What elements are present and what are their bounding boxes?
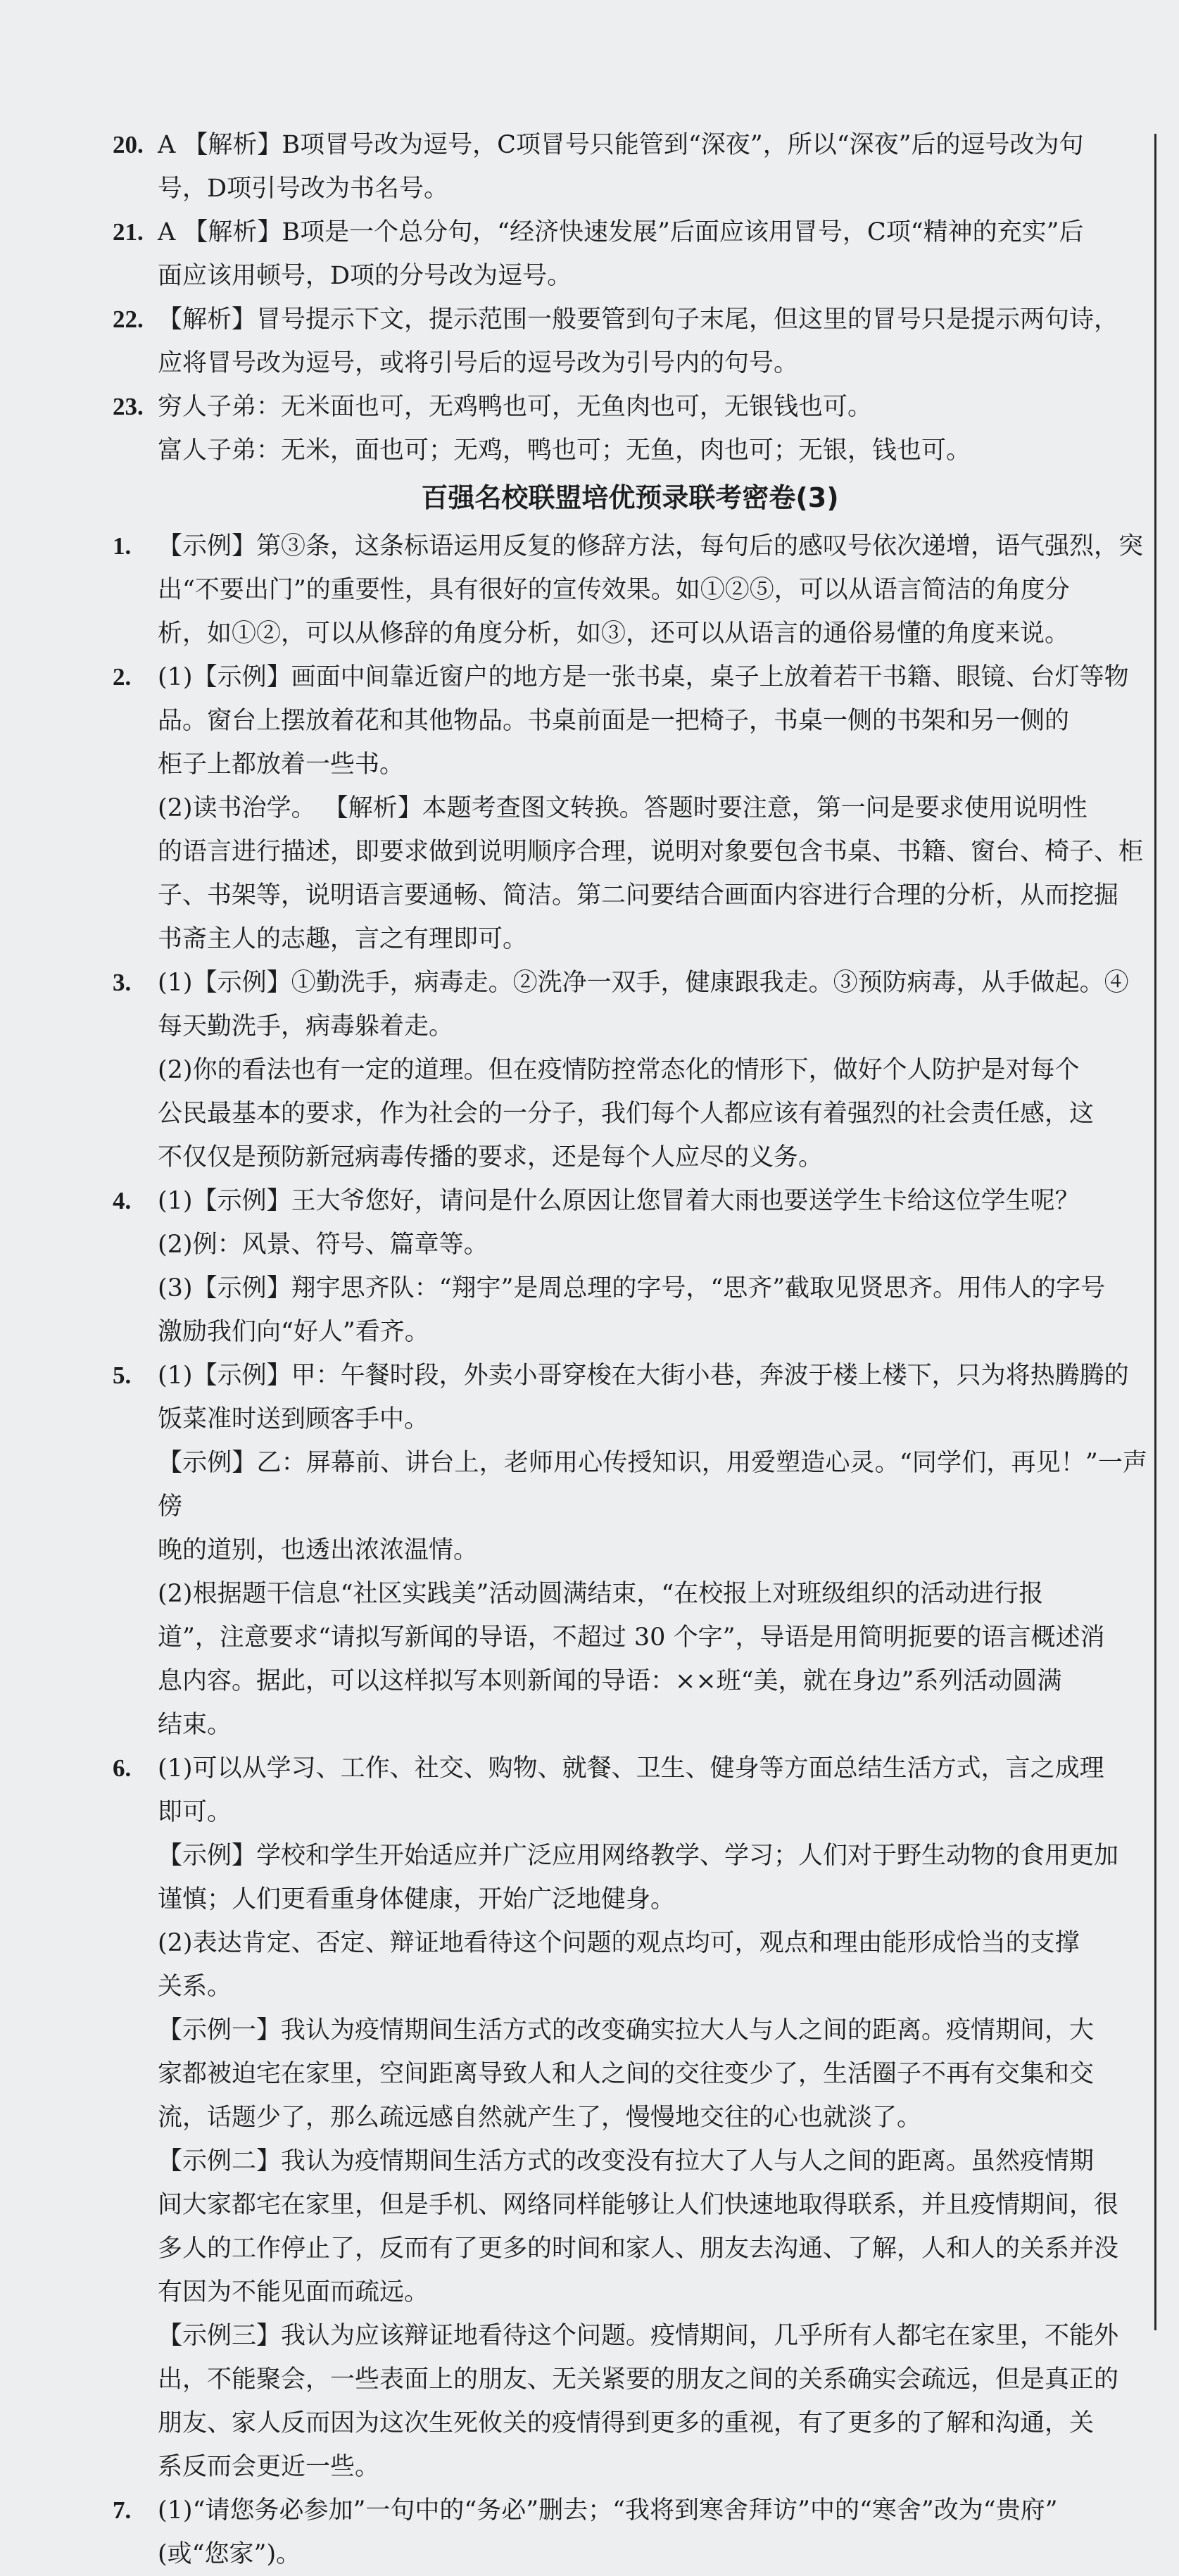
answer-number: 5. (113, 1362, 132, 1389)
answer-line: 品。窗台上摆放着花和其他物品。书桌前面是一把椅子，书桌一侧的书架和另一侧的 (158, 707, 1070, 735)
answer-number: 2. (113, 663, 132, 691)
answer-line: A 【解析】B项是一个总分句，“经济快速发展”后面应该用冒号，C项“精神的充实”后 (158, 218, 1084, 246)
answer-line: 应将冒号改为逗号，或将引号后的逗号改为引号内的句号。 (158, 349, 799, 377)
answer-first-line (113, 211, 1147, 254)
answer-line: (2)根据题干信息“社区实践美”活动圆满结束，“在校报上对班级组织的活动进行报 (158, 1580, 1044, 1608)
answer-number: 6. (113, 1754, 132, 1782)
answer-line: 析，如①②，可以从修辞的角度分析，如③，还可以从语言的通俗易懂的角度来说。 (158, 620, 1070, 648)
answer-line: 晚的道别，也透出浓浓温情。 (158, 1536, 479, 1564)
answer-number: 1. (113, 532, 132, 560)
answer-line: 公民最基本的要求，作为社会的一分子，我们每个人都应该有着强烈的社会责任感，这 (158, 1100, 1095, 1128)
answer-line: 流，话题少了，那么疏远感自然就产生了，慢慢地交往的心也就淡了。 (158, 2104, 922, 2132)
answer-item (113, 524, 1147, 655)
answer-first-line (113, 961, 1147, 1005)
answer-line: 穷人子弟：无米面也可，无鸡鸭也可，无鱼肉也可，无银钱也可。 (158, 393, 873, 421)
answer-first-line (113, 1747, 1147, 1790)
answers-group-previous (113, 123, 1147, 472)
answer-line: 息内容。据此，可以这样拟写本则新闻的导语：××班“美，就在身边”系列活动圆满 (158, 1667, 1062, 1695)
answer-line: 道”，注意要求“请拟写新闻的导语，不超过 30 个字”，导语是用简明扼要的语言概述消 (158, 1623, 1105, 1652)
answer-line: 【示例三】我认为应该辩证地看待这个问题。疫情期间，几乎所有人都宅在家里，不能外 (158, 2322, 1119, 2350)
answer-number: 21. (113, 218, 144, 246)
answer-first-line (113, 298, 1147, 341)
answer-number: 20. (113, 131, 144, 158)
answer-content (113, 123, 1147, 2576)
answer-item (113, 211, 1147, 298)
answer-line: 激励我们向“好人”看齐。 (158, 1318, 429, 1346)
answer-line: 结束。 (158, 1711, 232, 1739)
answer-line: 不仅仅是预防新冠病毒传播的要求，还是每个人应尽的义务。 (158, 1143, 824, 1171)
answer-line: 即可。 (158, 1798, 232, 1826)
answer-first-line (113, 385, 1147, 429)
answer-line: 的语言进行描述，即要求做到说明顺序合理，说明对象要包含书桌、书籍、窗台、椅子、柜 (158, 838, 1144, 866)
answer-line: 出“不要出门”的重要性，具有很好的宣传效果。如①②⑤，可以从语言简洁的角度分 (158, 576, 1070, 604)
answer-line: 家都被迫宅在家里，空间距离导致人和人之间的交往变少了，生活圈子不再有交集和交 (158, 2060, 1095, 2088)
answer-number: 22. (113, 306, 144, 333)
answer-line: 【示例】学校和学生开始适应并广泛应用网络教学、学习；人们对于野生动物的食用更加 (158, 1842, 1119, 1870)
answer-line: (2)你的看法也有一定的道理。但在疫情防控常态化的情形下，做好个人防护是对每个 (158, 1056, 1080, 1084)
answer-line: 谨慎；人们更看重身体健康，开始广泛地健身。 (158, 1885, 676, 1914)
answer-line: 【示例】乙：屏幕前、讲台上，老师用心传授知识，用爱塑造心灵。“同学们，再见！”一声傍 (158, 1449, 1147, 1521)
answer-first-line (113, 524, 1147, 568)
answer-line: (2)表达肯定、否定、辩证地看待这个问题的观点均可，观点和理由能形成恰当的支撑 (158, 1929, 1080, 1957)
answer-line: (1)【示例】王大爷您好，请问是什么原因让您冒着大雨也要送学生卡给这位学生呢？ (158, 1187, 1080, 1215)
answer-first-line (113, 1354, 1147, 1397)
answer-line: 有因为不能见面而疏远。 (158, 2278, 429, 2306)
answer-line: (1)“请您务必参加”一句中的“务必”删去；“我将到寒舍拜访”中的“寒舍”改为“贵府” (158, 2496, 1058, 2525)
section-heading: 百强名校联盟培优预录联考密卷(3) (421, 482, 839, 513)
answer-number: 3. (113, 969, 132, 996)
answer-line: 富人子弟：无米，面也可；无鸡，鸭也可；无鱼，肉也可；无银，钱也可。 (158, 436, 971, 465)
margin-rule (1154, 134, 1156, 2330)
answer-item (113, 1747, 1147, 2489)
answer-line: (1)【示例】画面中间靠近窗户的地方是一张书桌，桌子上放着若干书籍、眼镜、台灯等物 (158, 663, 1129, 691)
answer-line: 子、书架等，说明语言要通畅、简洁。第二问要结合画面内容进行合理的分析，从而挖掘 (158, 881, 1119, 910)
answer-line: 柜子上都放着一些书。 (158, 750, 405, 779)
answer-line: (1)【示例】①勤洗手，病毒走。②洗净一双手，健康跟我走。③预防病毒，从手做起。④ (158, 969, 1129, 997)
answer-line: 【示例】第③条，这条标语运用反复的修辞方法，每句后的感叹号依次递增，语气强烈，突 (158, 532, 1144, 560)
answer-line: A 【解析】B项冒号改为逗号，C项冒号只能管到“深夜”，所以“深夜”后的逗号改为句 (158, 131, 1084, 159)
answer-item (113, 2489, 1147, 2576)
answers-group-exam-3 (113, 524, 1147, 2576)
answer-line: 书斋主人的志趣，言之有理即可。 (158, 925, 528, 953)
answer-number: 23. (113, 393, 144, 420)
answer-line: (2)读书治学。 【解析】本题考查图文转换。答题时要注意，第一问是要求使用说明性 (158, 794, 1087, 822)
answer-line: 间大家都宅在家里，但是手机、网络同样能够让人们快速地取得联系，并且疫情期间，很 (158, 2191, 1119, 2219)
answer-line: 面应该用顿号，D项的分号改为逗号。 (158, 262, 572, 290)
answer-line: 朋友、家人反而因为这次生死攸关的疫情得到更多的重视，有了更多的了解和沟通，关 (158, 2409, 1095, 2437)
answer-line: 关系。 (158, 1973, 232, 2001)
answer-line: 系反而会更近一些。 (158, 2453, 380, 2481)
answer-line: 饭菜准时送到顾客手中。 (158, 1405, 429, 1433)
answer-line: (1)【示例】甲：午餐时段，外卖小哥穿梭在大街小巷，奔波于楼上楼下，只为将热腾腾的 (158, 1362, 1129, 1390)
answer-line: 【示例一】我认为疫情期间生活方式的改变确实拉大人与人之间的距离。疫情期间，大 (158, 2016, 1095, 2044)
answer-line: (3)【示例】翔宇思齐队：“翔宇”是周总理的字号，“思齐”截取见贤思齐。用伟人的字号 (158, 1274, 1106, 1302)
answer-item (113, 1354, 1147, 1747)
answer-line: 出，不能聚会，一些表面上的朋友、无关紧要的朋友之间的关系确实会疏远，但是真正的 (158, 2365, 1119, 2394)
answer-line: 【解析】冒号提示下文，提示范围一般要管到句子末尾，但这里的冒号只是提示两句诗， (158, 306, 1119, 334)
answer-line: 多人的工作停止了，反而有了更多的时间和家人、朋友去沟通、了解，人和人的关系并没 (158, 2235, 1119, 2263)
answer-item (113, 655, 1147, 961)
answer-item (113, 385, 1147, 472)
answer-item (113, 123, 1147, 211)
answer-line: (1)可以从学习、工作、社交、购物、就餐、卫生、健身等方面总结生活方式，言之成理 (158, 1754, 1104, 1783)
answer-first-line (113, 655, 1147, 699)
answer-line: 号，D项引号改为书名号。 (158, 175, 449, 203)
answer-number: 7. (113, 2496, 132, 2524)
answer-first-line (113, 123, 1147, 167)
answer-first-line (113, 2489, 1147, 2532)
answer-first-line (113, 1179, 1147, 1223)
answer-item (113, 961, 1147, 1179)
answer-line: (或“您家”)。 (158, 2540, 301, 2568)
answer-item (113, 298, 1147, 385)
answer-line: 每天勤洗手，病毒躲着走。 (158, 1012, 454, 1041)
answer-line: (2)例：风景、符号、篇章等。 (158, 1231, 488, 1259)
answer-number: 4. (113, 1187, 132, 1214)
answer-item (113, 1179, 1147, 1354)
answer-line: 【示例二】我认为疫情期间生活方式的改变没有拉大了人与人之间的距离。虽然疫情期 (158, 2147, 1095, 2175)
